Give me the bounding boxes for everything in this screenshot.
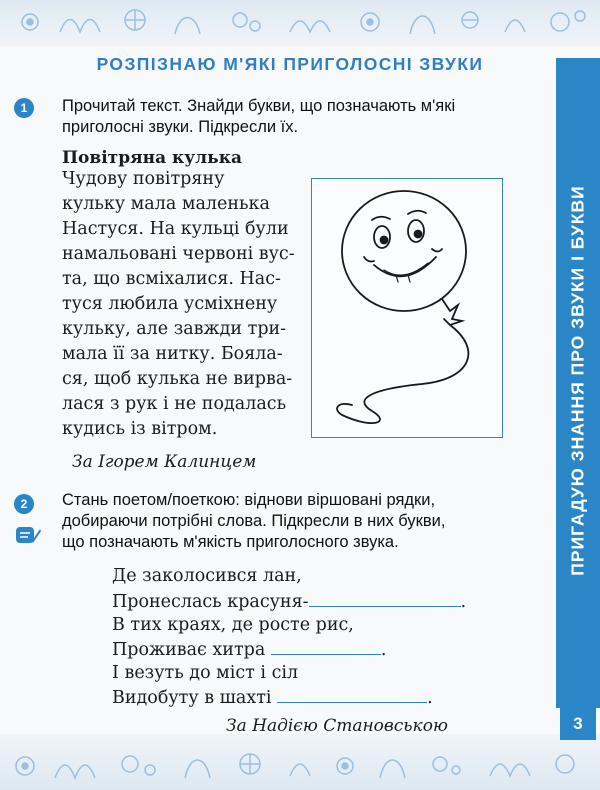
poem-author: За Надією Становською — [226, 716, 448, 736]
story-line: лася з рук і не подалась — [62, 394, 287, 414]
poem-line-ending: . — [460, 592, 467, 612]
poem-line-text: Пронеслась красуня- — [112, 592, 309, 612]
story-author: За Ігорем Калинцем — [72, 452, 257, 472]
task-2-instruction — [62, 490, 445, 553]
poem-line — [112, 565, 302, 588]
poem-line-ending: . — [427, 688, 433, 708]
task-1-instruction-line: Прочитай текст. Знайди букви, що позначають м'які — [62, 97, 456, 115]
story-line: мала її за нитку. Боялa- — [62, 344, 283, 364]
poem-line — [112, 590, 466, 614]
poem-line — [112, 662, 298, 685]
task-2-instruction-line: що позначають м'якість приголосного звука. — [62, 533, 399, 551]
story-line: Настуся. На кульці були — [62, 219, 289, 239]
poem-line-ending: . — [380, 640, 387, 660]
poem-line-text: І везуть до міст і сіл — [112, 663, 299, 683]
bottom-decoration — [0, 734, 600, 790]
balloon-drawing — [312, 179, 502, 437]
task-1-instruction — [62, 96, 455, 138]
story-line: кульку, але завжди три- — [62, 319, 287, 339]
poem-line — [112, 686, 433, 710]
task-2-number: 2 — [14, 494, 34, 514]
bottom-flower-decoration — [0, 744, 600, 784]
answer-blank[interactable] — [277, 686, 427, 703]
poem-line — [112, 614, 354, 637]
story-line: намальовані червоні вус- — [62, 244, 295, 264]
story-line: туся любила усміхнену — [62, 294, 278, 314]
balloon-illustration — [311, 178, 503, 438]
poem-line-text: Де заколосився лан, — [112, 566, 302, 586]
page-title: РОЗПІЗНАЮ М'ЯКІ ПРИГОЛОСНІ ЗВУКИ — [96, 54, 484, 74]
poem-line-text: Проживає хитра — [112, 640, 266, 660]
story-line: Чудову повітряну — [62, 169, 225, 189]
answer-blank[interactable] — [271, 638, 381, 655]
top-flower-decoration — [0, 2, 600, 42]
answer-blank[interactable] — [309, 590, 461, 607]
story-line: та, що всміхалися. Нас- — [62, 269, 281, 289]
page-number: 3 — [560, 708, 596, 740]
story-title: Повітряна кулька — [62, 148, 242, 168]
task-2-instruction-line: Стань поетом/поеткою: віднови віршовані рядки, — [62, 491, 436, 509]
task-2-instruction-line: добираючи потрібні слова. Підкресли в них букви, — [62, 512, 446, 530]
pencil-notebook-icon — [14, 523, 42, 547]
task-1-instruction-line: приголосні звуки. Підкресли їх. — [62, 118, 299, 136]
poem-line — [112, 638, 386, 662]
story-line: кудись із вітром. — [62, 419, 218, 439]
poem-line-text: Видобуту в шахті — [112, 688, 272, 708]
side-label: ПРИГАДУЮ ЗНАННЯ ПРО ЗВУКИ І БУКВИ — [567, 184, 588, 576]
story-line: кульку мала маленька — [62, 194, 270, 214]
task-1-number: 1 — [14, 98, 34, 118]
poem-line-text: В тих краях, де росте рис, — [112, 615, 354, 635]
story-line: ся, щоб кулька не вирва- — [62, 369, 293, 389]
side-label-container — [558, 80, 598, 680]
top-decoration — [0, 0, 600, 46]
